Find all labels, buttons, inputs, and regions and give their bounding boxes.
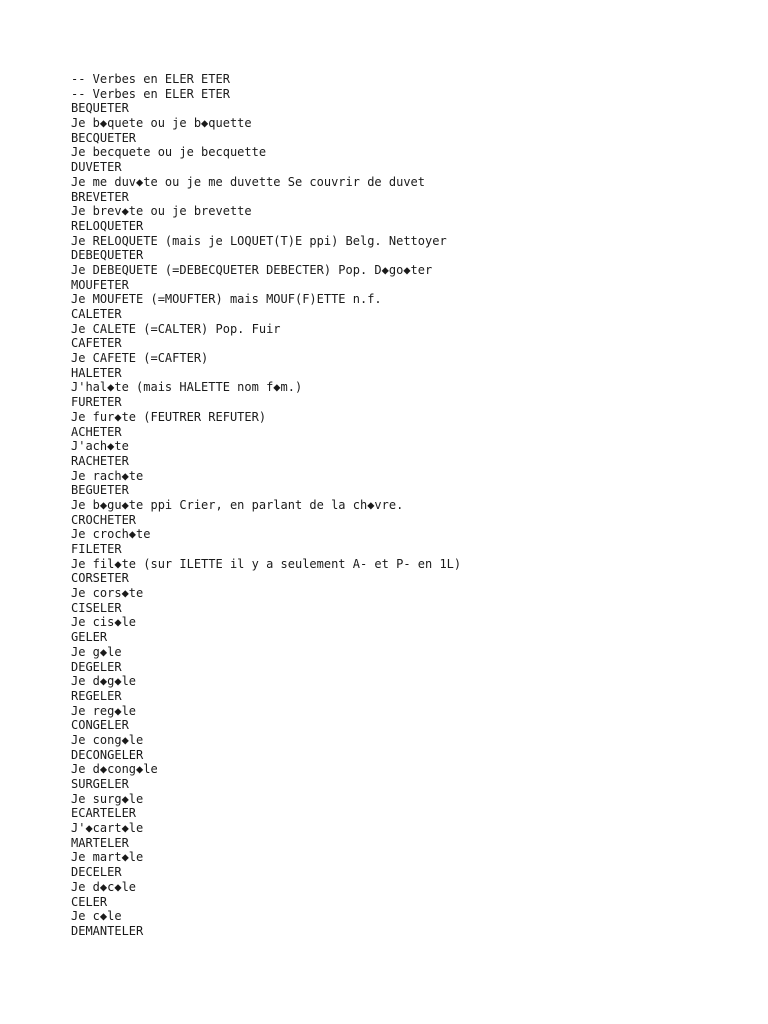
text-line: BEGUETER (71, 483, 129, 498)
text-line: CONGELER (71, 718, 129, 733)
text-line: MARTELER (71, 835, 129, 850)
text-line: HALETER (71, 365, 122, 380)
text-line: Je d◆c◆le (71, 879, 137, 894)
text-line: J'ach◆te (71, 439, 129, 454)
text-line: Je DEBEQUETE (=DEBECQUETER DEBECTER) Pop. D◆go◆ter (71, 262, 433, 277)
text-line: REGELER (71, 688, 122, 703)
text-line: DUVETER (71, 160, 122, 175)
text-line: RACHETER (71, 453, 129, 468)
text-line: Je becquete ou je becquette (71, 145, 267, 160)
document-text (71, 72, 461, 939)
text-line: Je me duv◆te ou je me duvette Se couvrir de duvet (71, 174, 426, 189)
text-line: Je d◆cong◆le (71, 762, 158, 777)
text-line: Je mart◆le (71, 850, 144, 865)
text-line: Je CAFETE (=CAFTER) (71, 351, 209, 366)
text-line: Je cong◆le (71, 732, 144, 747)
text-line: BECQUETER (71, 130, 137, 145)
text-line: CISELER (71, 600, 122, 615)
text-line: Je brev◆te ou je brevette (71, 204, 252, 219)
text-line: DEMANTELER (71, 923, 144, 938)
text-line: DECELER (71, 865, 122, 880)
text-line: Je CALETE (=CALTER) Pop. Fuir (71, 321, 281, 336)
text-line: -- Verbes en ELER ETER (71, 72, 230, 86)
text-line: Je b◆quete ou je b◆quette (71, 116, 252, 131)
text-line: CAFETER (71, 336, 122, 351)
text-line: Je fur◆te (FEUTRER REFUTER) (71, 409, 267, 424)
text-line: CORSETER (71, 571, 129, 586)
text-line: Je RELOQUETE (mais je LOQUET(T)E ppi) Belg. Nettoyer (71, 233, 447, 248)
text-line: Je rach◆te (71, 468, 144, 483)
text-line: DEGELER (71, 659, 122, 674)
text-line: CALETER (71, 307, 122, 321)
text-line: Je surg◆le (71, 791, 144, 806)
text-line: DEBEQUETER (71, 248, 144, 263)
text-line: Je d◆g◆le (71, 674, 137, 689)
text-line: CROCHETER (71, 512, 137, 527)
text-line: DECONGELER (71, 747, 144, 762)
text-line: FILETER (71, 542, 122, 556)
text-line: Je c◆le (71, 909, 122, 924)
text-line: MOUFETER (71, 277, 129, 292)
text-line: BEQUETER (71, 101, 129, 116)
text-line: Je reg◆le (71, 703, 137, 718)
text-line: J'◆cart◆le (71, 821, 144, 836)
text-line: Je cors◆te (71, 586, 144, 601)
text-line: FURETER (71, 395, 122, 410)
text-line: ECARTELER (71, 806, 137, 821)
text-line: Je croch◆te (71, 527, 151, 542)
text-line: J'hal◆te (mais HALETTE nom f◆m.) (71, 380, 303, 395)
text-line: Je b◆gu◆te ppi Crier, en parlant de la ch◆vre. (71, 497, 404, 512)
text-line: -- Verbes en ELER ETER (71, 86, 230, 101)
text-line: Je MOUFETE (=MOUFTER) mais MOUF(F)ETTE n.f. (71, 292, 382, 307)
text-line: Je cis◆le (71, 615, 137, 630)
text-line: SURGELER (71, 777, 129, 791)
text-line: CELER (71, 894, 108, 909)
text-line: Je g◆le (71, 644, 122, 659)
text-line: BREVETER (71, 189, 129, 204)
text-line: Je fil◆te (sur ILETTE il y a seulement A- et P- en 1L) (71, 556, 462, 571)
text-line: RELOQUETER (71, 218, 144, 233)
text-line: GELER (71, 630, 108, 645)
text-line: ACHETER (71, 424, 122, 439)
